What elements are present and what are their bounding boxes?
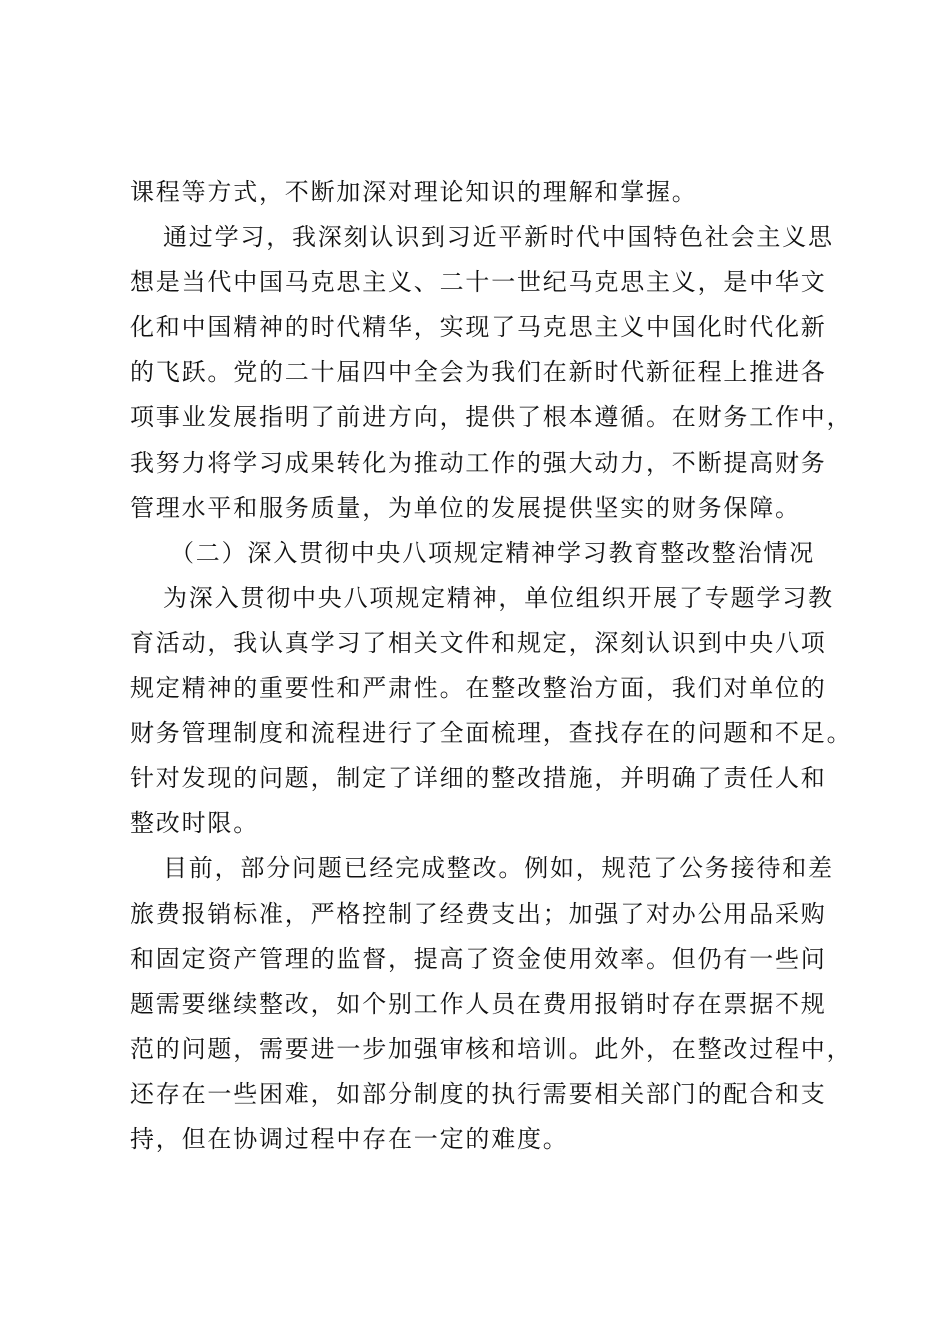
text-line: 化和中国精神的时代精华，实现了马克思主义中国化时代化新 — [130, 313, 827, 342]
text-line: 通过学习，我深刻认识到习近平新时代中国特色社会主义思 — [163, 223, 834, 252]
text-line: 目前，部分问题已经完成整改。例如，规范了公务接待和差 — [163, 854, 834, 883]
text-line: 财务管理制度和流程进行了全面梳理，查找存在的问题和不足。 — [130, 719, 853, 748]
document-page — [130, 170, 853, 1162]
section-heading: （二）深入贯彻中央八项规定精神学习教育整改整治情况 — [170, 538, 815, 567]
text-line: 规定精神的重要性和严肃性。在整改整治方面，我们对单位的 — [130, 674, 827, 703]
text-line: 针对发现的问题，制定了详细的整改措施，并明确了责任人和 — [130, 764, 827, 793]
text-line: 项事业发展指明了前进方向，提供了根本遵循。在财务工作中， — [130, 403, 853, 432]
text-line: 范的问题，需要进一步加强审核和培训。此外，在整改过程中， — [130, 1034, 853, 1063]
text-line: 持，但在协调过程中存在一定的难度。 — [130, 1124, 569, 1153]
text-line: 管理水平和服务质量，为单位的发展提供坚实的财务保障。 — [130, 493, 801, 522]
text-line: 还存在一些困难，如部分制度的执行需要相关部门的配合和支 — [130, 1079, 827, 1108]
text-line: 我努力将学习成果转化为推动工作的强大动力，不断提高财务 — [130, 448, 827, 477]
text-line: 为深入贯彻中央八项规定精神，单位组织开展了专题学习教 — [163, 583, 834, 612]
text-line: 想是当代中国马克思主义、二十一世纪马克思主义，是中华文 — [130, 268, 827, 297]
text-line: 旅费报销标准，严格控制了经费支出；加强了对办公用品采购 — [130, 899, 827, 928]
text-line: 课程等方式，不断加深对理论知识的理解和掌握。 — [130, 178, 698, 206]
text-line: 育活动，我认真学习了相关文件和规定，深刻认识到中央八项 — [130, 628, 827, 657]
text-line: 和固定资产管理的监督，提高了资金使用效率。但仍有一些问 — [130, 944, 827, 973]
text-line: 整改时限。 — [130, 809, 259, 838]
text-line: 题需要继续整改，如个别工作人员在费用报销时存在票据不规 — [130, 989, 827, 1018]
text-line: 的飞跃。党的二十届四中全会为我们在新时代新征程上推进各 — [130, 358, 827, 387]
